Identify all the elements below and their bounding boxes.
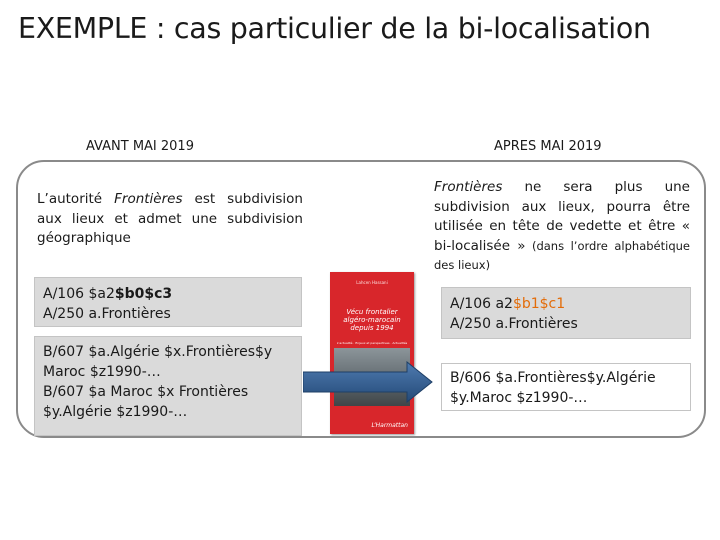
frontieres-italic-right: Frontières: [434, 179, 503, 195]
right-arrow-icon: [303, 361, 433, 403]
after-authority-box: A/106 a2$b1$c1 A/250 a.Frontières: [441, 287, 691, 339]
book-cover-image: Lahcen Hassani Vécu frontalier algéro-marocain depuis 1994 L’actualité · Enjeux et perspectives · Actualités L’Harmattan: [330, 272, 414, 434]
after-description: Frontières ne sera plus une subdivision aux lieux, pourra être utilisée en tête de vedette et être « bi-localisée » (dans l’ordre alphabétique des lieux): [434, 179, 690, 272]
before-authority-box: A/106 $a2$b0$c3 A/250 a.Frontières: [34, 277, 302, 327]
after-header: APRES MAI 2019: [494, 139, 602, 154]
page-title: EXEMPLE : cas particulier de la bi-localisation: [18, 12, 651, 45]
after-subject-box: B/606 $a.Frontières$y.Algérie $y.Maroc $z1990-…: [441, 363, 691, 411]
frontieres-italic: Frontières: [114, 191, 183, 207]
before-header: AVANT MAI 2019: [86, 139, 194, 154]
before-subject-box: B/607 $a.Algérie $x.Frontières$y Maroc $z1990-… B/607 $a Maroc $x Frontières $y.Algérie $z1990-…: [34, 336, 302, 436]
before-description: L’autorité Frontières est subdivision aux lieux et admet une subdivision géographique: [37, 191, 303, 246]
